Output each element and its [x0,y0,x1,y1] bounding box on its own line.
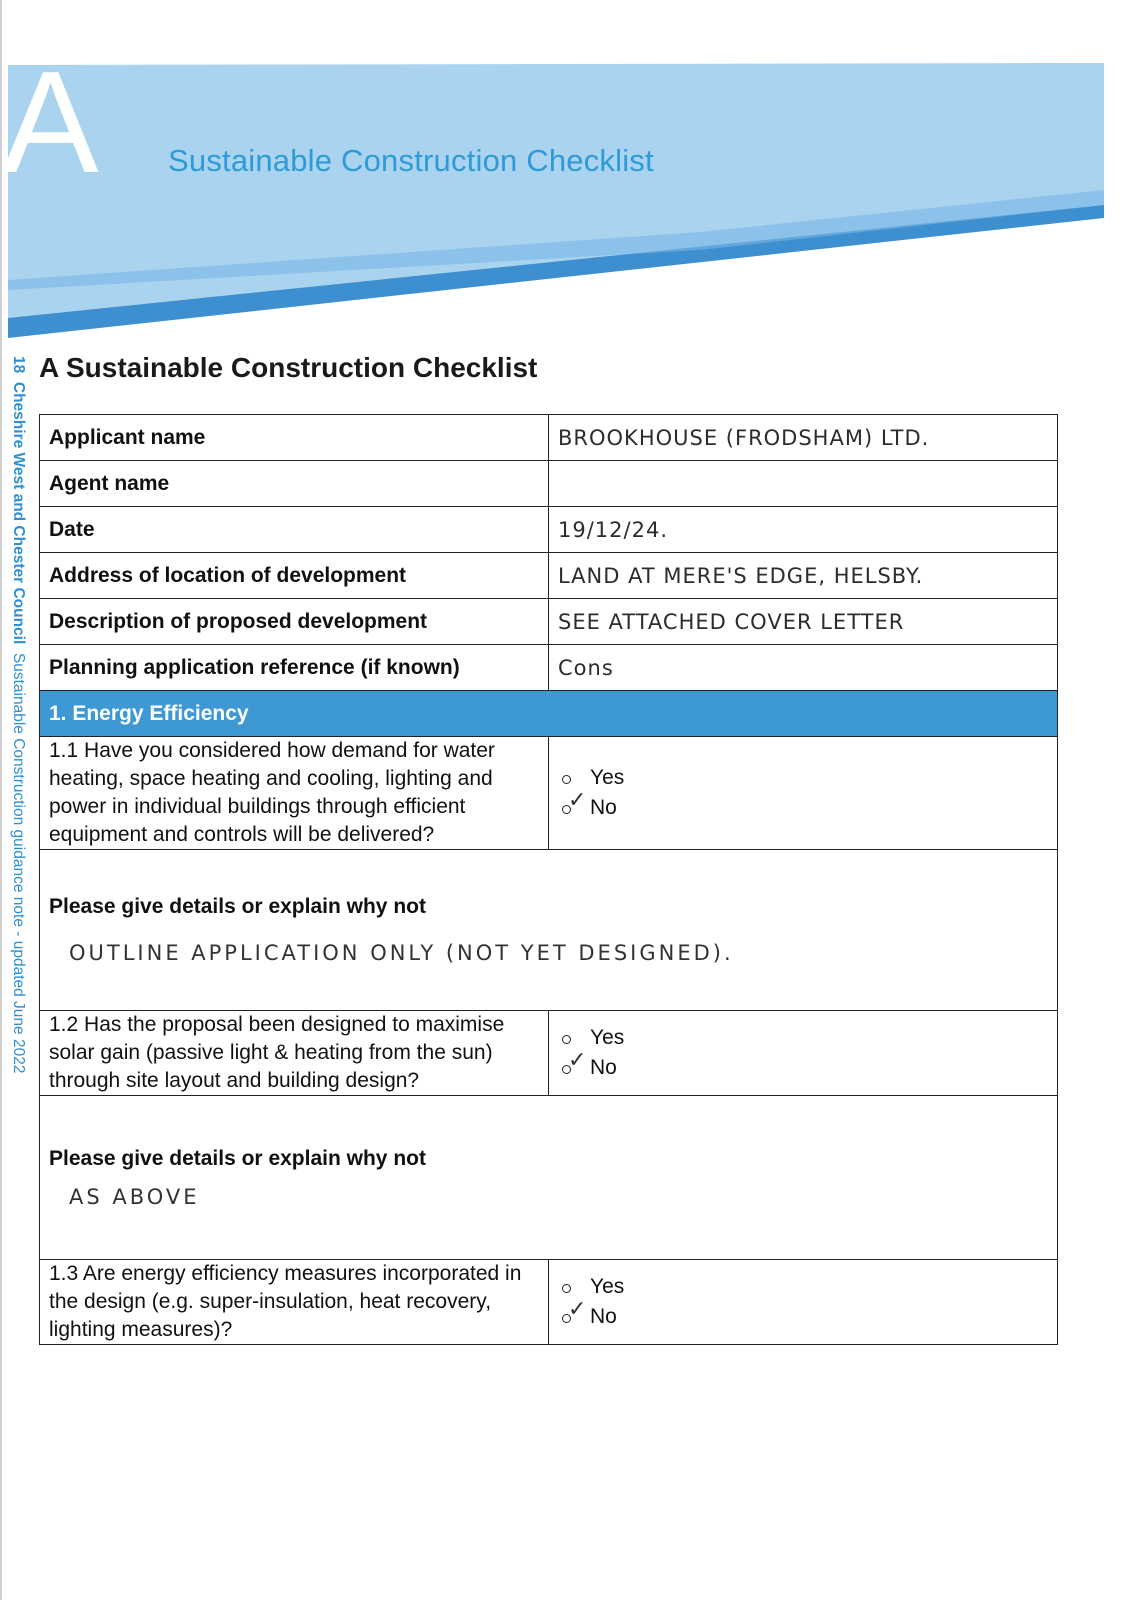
option-label: Yes [590,766,625,789]
question-text: 1.1 Have you considered how demand for water heating, space heating and cooling, lighting and power in individual buildings through efficient equipment and controls will be delivered? [40,737,549,850]
field-row [40,599,1058,645]
description-field[interactable]: SEE ATTACHED COVER LETTER [549,599,1058,645]
radio-yes[interactable] [558,1275,590,1299]
field-row [40,645,1058,691]
option-no[interactable] [558,1297,1048,1332]
publisher: Cheshire West and Chester Council [10,381,27,645]
field-label: Agent name [40,461,549,507]
question-row [40,1260,1058,1345]
question-row [40,737,1058,850]
address-field[interactable]: LAND AT MERE'S EDGE, HELSBY. [549,553,1058,599]
details-row [40,1096,1058,1260]
option-no[interactable] [558,788,1048,823]
answer-options [549,1011,1058,1096]
banner-title: Sustainable Construction Checklist [168,143,654,178]
tick-icon: ✓ [568,1048,587,1073]
details-label: Please give details or explain why not [49,895,426,918]
option-label: Yes [590,1275,625,1298]
applicant-name-field[interactable]: BROOKHOUSE (FRODSHAM) LTD. [549,415,1058,461]
page-number: 18 [10,356,27,374]
document-title: Sustainable Construction guidance note - updated June 2022 [10,652,27,1074]
answer-options [549,737,1058,850]
tick-icon: ✓ [568,1297,587,1322]
question-text: 1.2 Has the proposal been designed to maximise solar gain (passive light & heating from the sun) through site layout and building design? [40,1011,549,1096]
option-yes[interactable] [558,763,1048,793]
side-text [9,356,27,1073]
details-row [40,850,1058,1011]
header-banner [0,0,1131,345]
radio-no[interactable] [558,788,590,820]
question-text: 1.3 Are energy efficiency measures incorporated in the design (e.g. super-insulation, heat recovery, lighting measures)? [40,1260,549,1345]
side-label [3,356,33,1156]
field-row [40,415,1058,461]
option-label: No [590,1056,617,1079]
field-row [40,507,1058,553]
details-cell[interactable] [40,1096,1058,1260]
details-cell[interactable] [40,850,1058,1011]
details-label: Please give details or explain why not [49,1146,426,1170]
option-yes[interactable] [558,1023,1048,1053]
option-label: No [590,796,617,819]
section-title: 1. Energy Efficiency [40,691,1058,737]
details-answer: OUTLINE APPLICATION ONLY (NOT YET DESIGNED). [69,941,734,965]
date-field[interactable]: 19/12/24. [549,507,1058,553]
section-header [40,691,1058,737]
option-label: Yes [590,1026,625,1049]
field-label: Applicant name [40,415,549,461]
field-label: Date [40,507,549,553]
option-no[interactable] [558,1048,1048,1083]
answer-options [549,1260,1058,1345]
field-row [40,461,1058,507]
radio-no[interactable] [558,1048,590,1080]
planning-reference-field[interactable]: Cons [549,645,1058,691]
checklist-table [39,414,1058,1345]
radio-no[interactable] [558,1297,590,1329]
banner-letter: A [2,41,99,203]
page-title: A Sustainable Construction Checklist [39,352,538,383]
field-row [40,553,1058,599]
radio-yes[interactable] [558,1026,590,1050]
field-label: Address of location of development [40,553,549,599]
field-label: Planning application reference (if known) [40,645,549,691]
option-label: No [590,1305,617,1328]
tick-icon: ✓ [568,788,587,813]
question-row [40,1011,1058,1096]
agent-name-field[interactable] [549,461,1058,507]
field-label: Description of proposed development [40,599,549,645]
option-yes[interactable] [558,1272,1048,1302]
details-answer: AS ABOVE [69,1184,200,1209]
radio-yes[interactable] [558,766,590,790]
